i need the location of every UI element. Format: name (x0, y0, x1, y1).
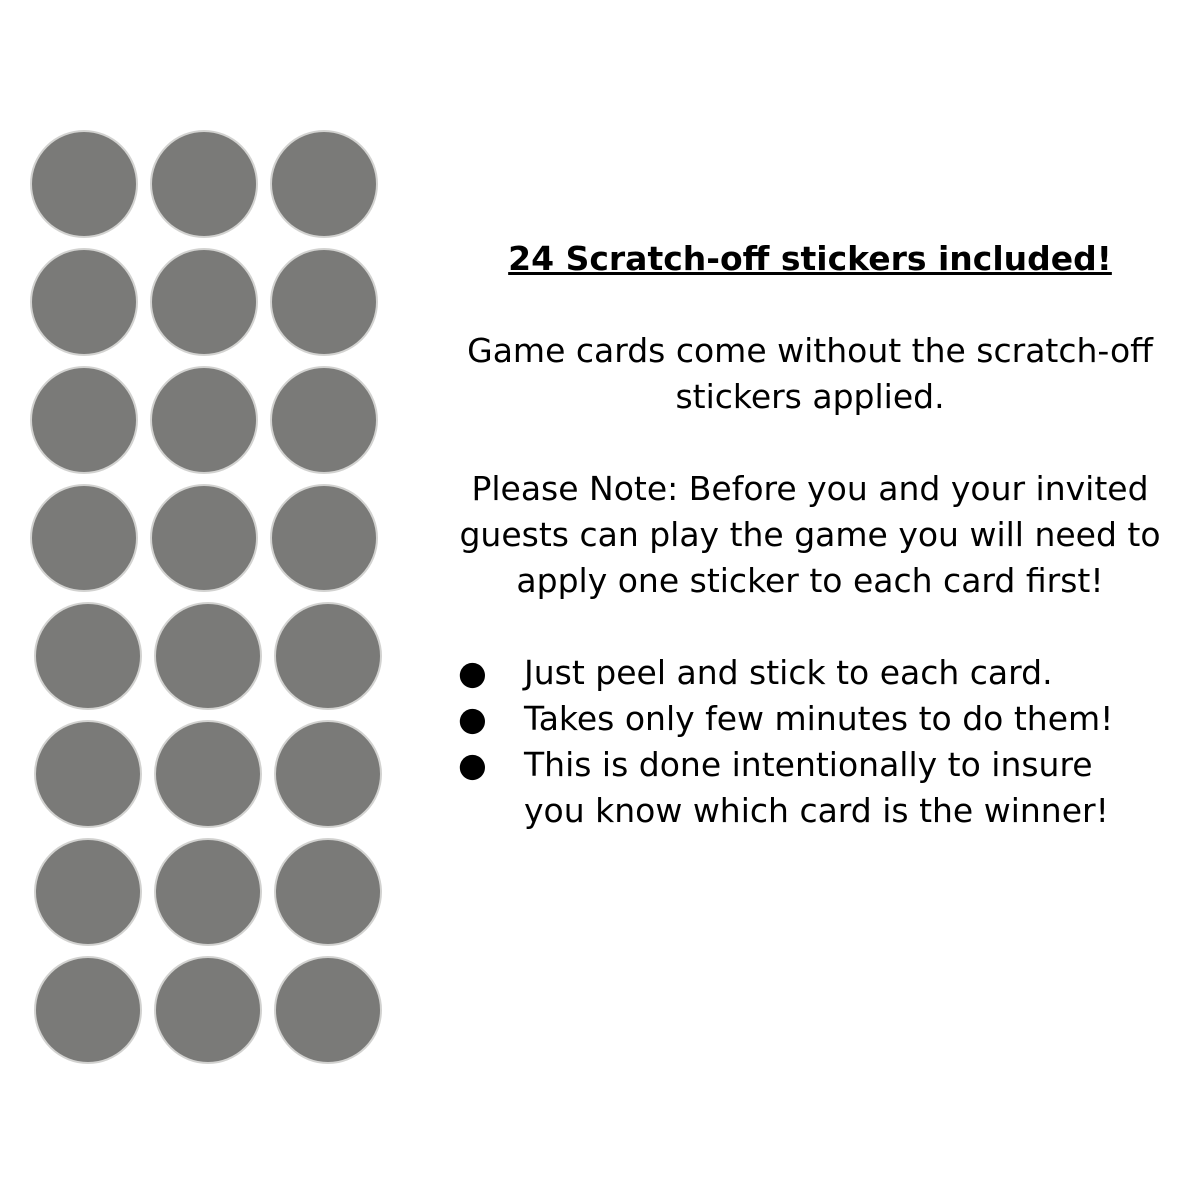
bullet-text: Takes only few minutes to do them! (524, 699, 1114, 738)
scratch-sticker (34, 838, 142, 946)
scratch-sticker (270, 484, 378, 592)
paragraph-please-note (440, 466, 1180, 604)
scratch-sticker (270, 366, 378, 474)
paragraph-line: Game cards come without the scratch-off (467, 331, 1153, 370)
bullet-text: This is done intentionally to insure (524, 745, 1093, 784)
heading: 24 Scratch-off stickers included! (508, 239, 1112, 278)
scratch-sticker (270, 248, 378, 356)
bullet-list (440, 650, 1180, 834)
sticker-sheet (30, 130, 390, 1070)
paragraph-cards-info (440, 328, 1180, 420)
scratch-sticker (270, 130, 378, 238)
scratch-sticker (154, 602, 262, 710)
bullet-text: you know which card is the winner! (524, 791, 1109, 830)
paragraph-line: apply one sticker to each card first! (516, 561, 1104, 600)
scratch-sticker (150, 366, 258, 474)
list-item (440, 650, 1180, 696)
scratch-sticker (274, 602, 382, 710)
scratch-sticker (30, 130, 138, 238)
list-item (440, 696, 1180, 742)
scratch-sticker (154, 720, 262, 828)
scratch-sticker (30, 366, 138, 474)
bullet-icon: ● (458, 653, 487, 692)
scratch-sticker (30, 248, 138, 356)
bullet-text: Just peel and stick to each card. (524, 653, 1053, 692)
scratch-sticker (274, 720, 382, 828)
scratch-sticker (150, 130, 258, 238)
scratch-sticker (274, 956, 382, 1064)
paragraph-line: guests can play the game you will need to (459, 515, 1161, 554)
scratch-sticker (150, 248, 258, 356)
paragraph-line: Please Note: Before you and your invited (471, 469, 1149, 508)
scratch-sticker (34, 602, 142, 710)
scratch-sticker (30, 484, 138, 592)
scratch-sticker (274, 838, 382, 946)
scratch-sticker (154, 956, 262, 1064)
scratch-sticker (34, 720, 142, 828)
scratch-sticker (154, 838, 262, 946)
bullet-icon: ● (458, 699, 487, 738)
info-panel (440, 236, 1180, 834)
scratch-sticker (150, 484, 258, 592)
bullet-icon: ● (458, 745, 487, 784)
scratch-sticker (34, 956, 142, 1064)
paragraph-line: stickers applied. (675, 377, 945, 416)
list-item (440, 742, 1180, 834)
